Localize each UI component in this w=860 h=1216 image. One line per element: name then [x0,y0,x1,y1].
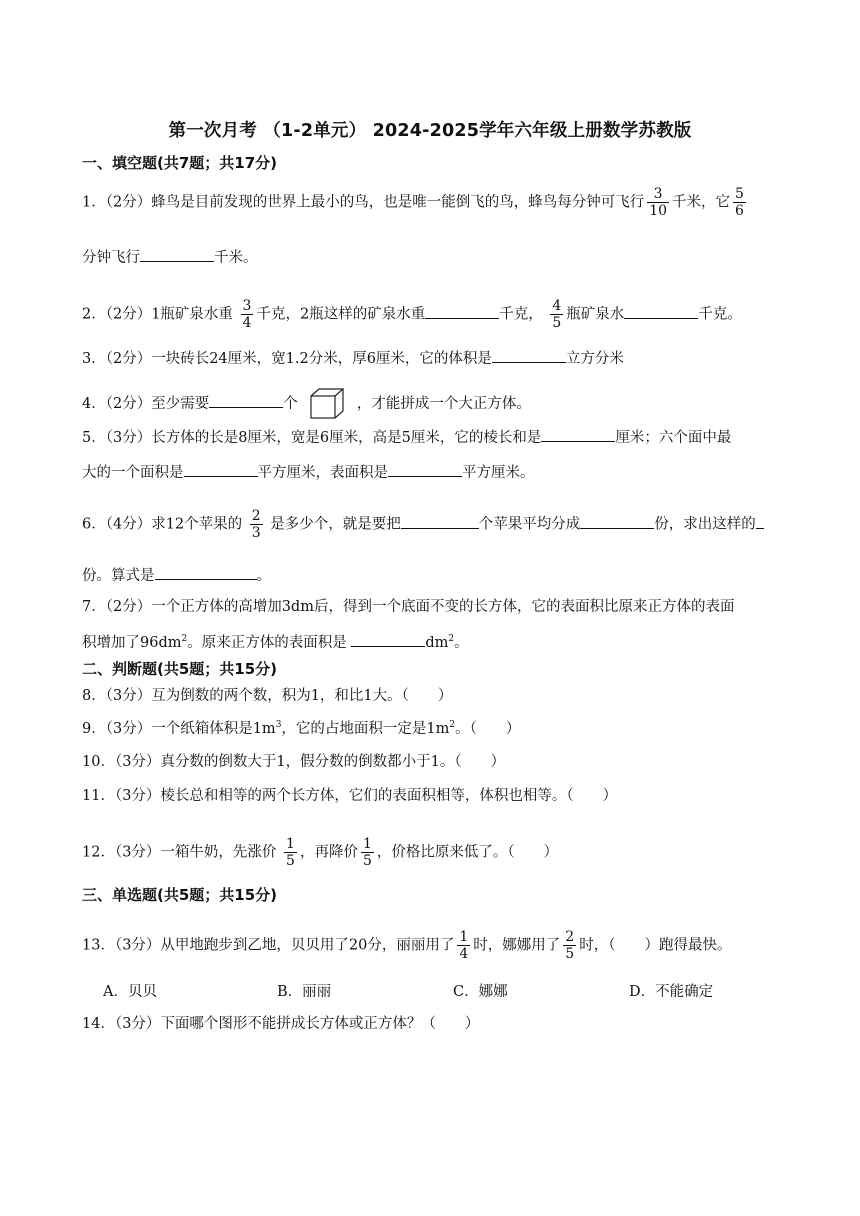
question-12: 12．（3分）一箱牛奶，先涨价 $\frac{1}{5}$ ，再降价 $\frac{1}{5}$ ，价格比原来低了。（ ） [82,836,559,869]
section-multiple-choice-heading: 三、单选题(共5题；共15分) [82,886,278,904]
question-2: 2．（2分）1瓶矿泉水重 $\frac{3}{4}$ 千克，2瓶这样的矿泉水重 千克， $\frac{4}{5}$ 瓶矿泉水 千克。 [82,298,742,331]
question-3: 3．（2分）一块砖长24厘米，宽1.2分米，厚6厘米，它的体积是 立方分米 [82,348,624,369]
fraction: $\frac{4}{5}$ [552,298,562,331]
option-b[interactable]: B．丽丽 [277,984,332,1000]
answer-blank[interactable] [541,427,615,442]
option-a[interactable]: A．贝贝 [103,984,157,1000]
option-c[interactable]: C．娜娜 [453,984,508,1000]
answer-blank[interactable] [425,304,499,319]
fraction: $\frac{3}{4}$ [242,298,252,331]
answer-blank[interactable] [756,514,764,529]
fraction: $\frac{1}{4}$ [459,929,469,962]
answer-blank[interactable] [140,247,214,262]
answer-blank[interactable] [184,462,258,477]
section-true-false-heading: 二、判断题(共5题；共15分) [82,660,278,678]
question-7-line-1: 7．（2分）一个正方体的高增加3dm后，得到一个底面不变的长方体，它的表面积比原来正方体的表面 [82,599,735,615]
question-4: 4．（2分）至少需要 个 ，才能拼成一个大正方体。 [82,387,531,421]
question-1-line-2: 分钟飞行 千米。 [82,247,258,268]
answer-blank[interactable] [209,393,283,408]
fraction: $\frac{2}{3}$ [251,508,261,541]
fraction: $\frac{5}{6}$ [735,186,744,219]
answer-blank[interactable] [351,632,425,647]
question-6-line-1: 6．（4分）求12个苹果的 $\frac{2}{3}$ 是多少个，就是要把 个苹果平均分成 份，求出这样的 [82,508,764,541]
answer-blank[interactable] [388,462,462,477]
question-1-line-1: 1．（2分）蜂鸟是目前发现的世界上最小的鸟，也是唯一能倒飞的鸟，蜂鸟每分钟可飞行 $\frac{3}{10}$ 千米，它 $\frac{5}{6}$ [82,186,744,219]
question-14: 14．（3分）下面哪个图形不能拼成长方体或正方体？（ ） [82,1016,480,1032]
answer-blank[interactable] [624,304,698,319]
question-5-line-1: 5．（3分）长方体的长是8厘米，宽是6厘米，高是5厘米，它的棱长和是 厘米；六个面中最 [82,427,731,448]
answer-blank[interactable] [580,514,654,529]
page-title: 第一次月考 （1-2单元） 2024-2025学年六年级上册数学苏教版 [168,121,692,141]
cube-icon [308,387,346,421]
fraction: $\frac{3}{10}$ [649,186,668,219]
section-fill-in-heading: 一、填空题(共7题；共17分) [82,154,278,172]
question-8: 8．（3分）互为倒数的两个数，积为1，和比1大。（ ） [82,688,453,704]
fraction: $\frac{1}{5}$ [286,836,295,869]
answer-blank[interactable] [401,514,479,529]
fraction: $\frac{2}{5}$ [565,929,575,962]
question-9: 9．（3分）一个纸箱体积是$1m^3$，它的占地面积一定是$1m^2$。（ ） [82,720,521,737]
question-7-line-2: 积增加了$96dm^2$。原来正方体的表面积是 $dm^2$。 [82,634,469,651]
option-d[interactable]: D．不能确定 [629,984,714,1000]
answer-blank[interactable] [492,348,566,363]
question-6-line-2: 份。算式是 。 [82,565,271,586]
question-11: 11．（3分）棱长总和相等的两个长方体，它们的表面积相等，体积也相等。（ ） [82,788,618,804]
question-10: 10．（3分）真分数的倒数大于1，假分数的倒数都小于1。（ ） [82,754,506,770]
fraction: $\frac{1}{5}$ [362,836,372,869]
answer-blank[interactable] [155,565,257,580]
question-13: 13．（3分）从甲地跑步到乙地，贝贝用了20分，丽丽用了 $\frac{1}{4}$ 时，娜娜用了 $\frac{2}{5}$ 时，（ ）跑得最快。 [82,929,732,962]
question-5-line-2: 大的一个面积是 平方厘米，表面积是 平方厘米。 [82,462,535,483]
